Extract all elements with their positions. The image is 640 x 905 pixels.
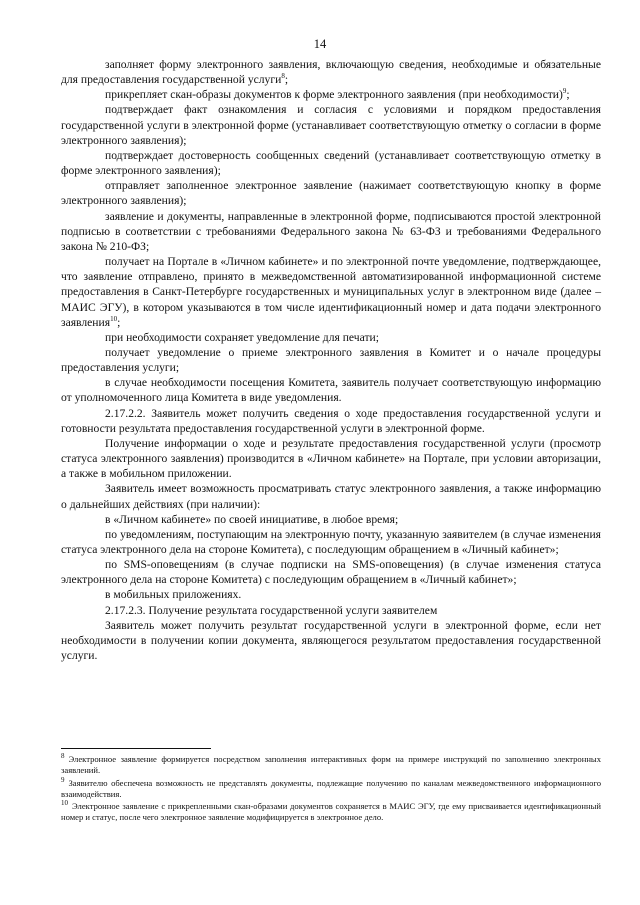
paragraph-tail: ; [117, 315, 121, 329]
section-heading: 2.17.2.3. Получение результата государственной услуги заявителем [105, 603, 438, 617]
footnote-ref: 8 [281, 72, 285, 81]
page-number: 14 [313, 37, 327, 51]
footnote-ref: 9 [562, 87, 567, 96]
footnote [61, 801, 601, 824]
footnote-divider [61, 748, 211, 749]
paragraph: отправляет заполненное электронное заявление (нажимает соответствующую кнопку в форме электронного заявления); [61, 179, 601, 208]
paragraph: Заявитель имеет возможность просматривать статус электронного заявления, а также информацию о дальнейших действиях (при наличии): [61, 482, 601, 511]
paragraph: подтверждает факт ознакомления и согласия с условиями и порядком предоставления государственной услуги в электронной форме (устанавливает соответствующую отметку о согласии в форме электронного заявления); [61, 103, 601, 147]
paragraph [61, 57, 601, 87]
footnote-text: Электронное заявление формируется посредством заполнения интерактивных форм на примере инструкций по заполнению электронных заявлений. [61, 754, 601, 776]
footnote-text: Электронное заявление с прикрепленными скан-образами документов сохраняется в МАИС ЭГУ, где ему присваивается идентификационный номер и статус, после чего электронное заявление модифицируется в электронное дело. [61, 801, 601, 823]
paragraph: заявление и документы, направленные в электронной форме, подписываются простой электронной подписью в соответствии с требованиями Федерального закона № 63-ФЗ и требованиями Федерального закона № 210-ФЗ; [61, 209, 601, 253]
footnote-mark: 8 [61, 752, 65, 761]
paragraph: Получение информации о ходе и результате предоставления государственной услуги (просмотр статуса электронного заявления) производится в «Личном кабинете» на Портале, при условии авторизации, а также в мобильном приложении. [61, 436, 601, 481]
paragraph: Заявитель может получить результат государственной услуги в электронной форме, если нет необходимости в получении копии документа, являющегося результатом предоставления государственной услуги. [61, 618, 601, 663]
paragraph-text: прикрепляет скан-образы документов к форме электронного заявления (при необходимости) [105, 88, 563, 102]
section-paragraph: 2.17.2.2. Заявитель может получить сведения о ходе предоставления государственной услуги и готовности результата предоставления государственной услуги в электронной форме. [61, 406, 601, 435]
footnote-text: Заявителю обеспечена возможность не представлять документы, подлежащие получению по каналам межведомственного информационного взаимодействия. [61, 777, 601, 799]
paragraph: в «Личном кабинете» по своей инициативе, в любое время; [105, 512, 399, 526]
footnote [61, 775, 601, 801]
paragraph-text: получает на Портале в «Личном кабинете» и по электронной почте уведомление, подтверждающее, что заявление отправлено, принято в межведомственной автоматизированной информационной системе предоставления в Санкт-Петербурге государственных и муниципальных услуг в электронном виде (далее – МАИС ЭГУ), в котором указываются в том числе идентификационный номер и дата подачи электронного заявления [61, 255, 601, 329]
footnote [61, 754, 601, 777]
paragraph: в случае необходимости посещения Комитета, заявитель получает соответствующую информацию от уполномоченного лица Комитета в виде уведомления. [61, 376, 601, 405]
paragraph-tail: ; [284, 73, 289, 87]
body-text [61, 57, 601, 663]
paragraph: подтверждает достоверность сообщенных сведений (устанавливает соответствующую отметку в форме электронного заявления); [61, 148, 601, 178]
paragraph: по уведомлениям, поступающим на электронную почту, указанную заявителем (в случае изменения статуса электронного дела на стороне Комитета), с последующим обращением в «Личный кабинет»; [61, 527, 601, 556]
paragraph: при необходимости сохраняет уведомление для печати; [105, 330, 379, 344]
paragraph [61, 254, 601, 330]
paragraph: получает уведомление о приеме электронного заявления в Комитет и о начале процедуры предоставления услуги; [61, 345, 601, 375]
footnote-mark: 10 [61, 799, 68, 808]
paragraph: в мобильных приложениях. [105, 588, 242, 602]
paragraph [61, 87, 601, 102]
paragraph-text: заполняет форму электронного заявления, включающую сведения, необходимые и обязательные для предоставления государственной услуги [61, 58, 601, 87]
paragraph-tail: ; [566, 88, 570, 102]
footnote-mark: 9 [61, 775, 65, 784]
footnotes [61, 754, 601, 825]
footnote-ref: 10 [110, 314, 118, 323]
paragraph: по SMS-оповещениям (в случае подписки на SMS-оповещения) (в случае изменения статуса электронного дела на стороне Комитета) с последующим обращением в «Личный кабинет»; [61, 558, 601, 587]
